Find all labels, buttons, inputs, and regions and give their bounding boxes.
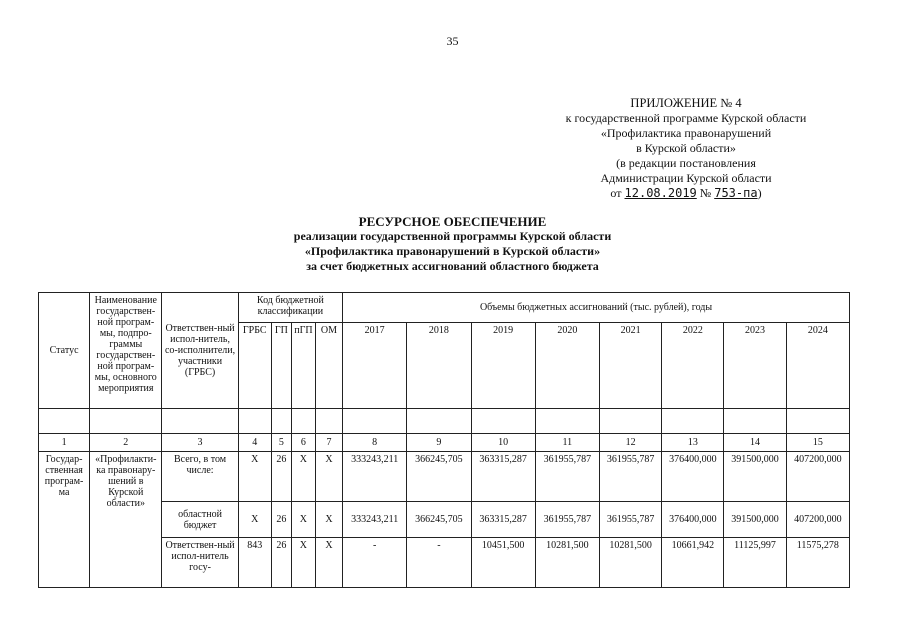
row-value: 361955,787	[599, 452, 661, 502]
header-code-group: Код бюджетной классификации	[238, 293, 342, 323]
header-name: Наименование государствен-ной програм-мы, подпро-граммы государствен-ной програм-мы, основного мероприятия	[90, 293, 162, 409]
budget-table	[38, 292, 850, 588]
row-value: -	[343, 538, 407, 588]
heading-line: «Профилактика правонарушений в Курской области»	[304, 244, 601, 258]
column-number: 4	[238, 434, 271, 452]
header-year: 2021	[599, 323, 661, 409]
appendix-line: к государственной программе Курской области	[565, 111, 807, 125]
row-grbs: Х	[238, 452, 271, 502]
header-year: 2020	[535, 323, 599, 409]
row-value: 376400,000	[662, 502, 724, 538]
row-value: 363315,287	[471, 452, 535, 502]
row-value: 361955,787	[599, 502, 661, 538]
heading-title: РЕСУРСНОЕ ОБЕСПЕЧЕНИЕ	[358, 214, 547, 229]
appendix-date-line	[536, 186, 836, 201]
column-number: 3	[162, 434, 238, 452]
column-number-row	[39, 434, 850, 452]
row-value: 391500,000	[724, 502, 786, 538]
resolution-date: 12.08.2019	[624, 186, 697, 200]
row-value: 366245,705	[407, 502, 471, 538]
column-number: 13	[662, 434, 724, 452]
row-value: 333243,211	[343, 502, 407, 538]
resolution-number: 753-па	[714, 186, 758, 200]
header-code-pgp: пГП	[291, 323, 315, 409]
row-value: 376400,000	[662, 452, 724, 502]
header-year: 2017	[343, 323, 407, 409]
header-code-gp: ГП	[271, 323, 291, 409]
header-volumes-group: Объемы бюджетных ассигнований (тыс. рублей), годы	[343, 293, 850, 323]
row-responsible: Ответствен-ный испол-нитель госу-	[162, 538, 238, 588]
header-year: 2024	[786, 323, 849, 409]
row-pgp: Х	[291, 452, 315, 502]
document-heading	[0, 214, 905, 274]
table-row	[39, 452, 850, 502]
appendix-line: (в редакции постановления	[616, 156, 756, 170]
row-value: 11125,997	[724, 538, 786, 588]
header-year: 2022	[662, 323, 724, 409]
column-number: 14	[724, 434, 786, 452]
appendix-block	[536, 96, 836, 201]
header-year: 2018	[407, 323, 471, 409]
column-number: 7	[315, 434, 342, 452]
column-number: 9	[407, 434, 471, 452]
close-paren: )	[757, 186, 762, 200]
row-value: 363315,287	[471, 502, 535, 538]
row-value: 333243,211	[343, 452, 407, 502]
row-value: 10451,500	[471, 538, 535, 588]
appendix-line: «Профилактика правонарушений	[600, 126, 772, 140]
row-gp: 26	[271, 452, 291, 502]
number-label: №	[699, 186, 712, 200]
header-code-om: ОМ	[315, 323, 342, 409]
column-number: 15	[786, 434, 849, 452]
row-grbs: Х	[238, 502, 271, 538]
row-value: 11575,278	[786, 538, 849, 588]
row-responsible: областной бюджет	[162, 502, 238, 538]
appendix-line: Администрации Курской области	[600, 171, 772, 185]
row-gp: 26	[271, 502, 291, 538]
program-status: Государ-ственная програм-ма	[39, 452, 90, 588]
heading-line: за счет бюджетных ассигнований областного бюджета	[306, 259, 599, 273]
appendix-line: в Курской области»	[636, 141, 736, 155]
row-value: 361955,787	[535, 452, 599, 502]
header-status: Статус	[39, 293, 90, 409]
column-number: 1	[39, 434, 90, 452]
page-number: 35	[446, 34, 459, 48]
row-value: 407200,000	[786, 502, 849, 538]
column-number: 8	[343, 434, 407, 452]
row-pgp: Х	[291, 502, 315, 538]
row-om: Х	[315, 502, 342, 538]
row-value: 10661,942	[662, 538, 724, 588]
row-responsible: Всего, в том числе:	[162, 452, 238, 502]
row-value: 361955,787	[535, 502, 599, 538]
header-responsible: Ответствен-ный испол-нитель, со-исполнители, участники (ГРБС)	[162, 293, 238, 409]
row-value: 10281,500	[535, 538, 599, 588]
row-pgp: Х	[291, 538, 315, 588]
column-number: 6	[291, 434, 315, 452]
row-grbs: 843	[238, 538, 271, 588]
column-number: 2	[90, 434, 162, 452]
row-value: 407200,000	[786, 452, 849, 502]
column-number: 5	[271, 434, 291, 452]
appendix-title: ПРИЛОЖЕНИЕ № 4	[630, 96, 742, 110]
heading-line: реализации государственной программы Курской области	[293, 229, 612, 243]
row-value: 10281,500	[599, 538, 661, 588]
program-name: «Профилакти-ка правонару-шений в Курской области»	[90, 452, 162, 588]
row-value: 391500,000	[724, 452, 786, 502]
header-code-grbs: ГРБС	[238, 323, 271, 409]
from-label: от	[610, 186, 622, 200]
column-number: 12	[599, 434, 661, 452]
column-number: 11	[535, 434, 599, 452]
row-value: 366245,705	[407, 452, 471, 502]
header-year: 2023	[724, 323, 786, 409]
row-om: Х	[315, 538, 342, 588]
row-gp: 26	[271, 538, 291, 588]
row-value: -	[407, 538, 471, 588]
row-om: Х	[315, 452, 342, 502]
column-number: 10	[471, 434, 535, 452]
header-year: 2019	[471, 323, 535, 409]
